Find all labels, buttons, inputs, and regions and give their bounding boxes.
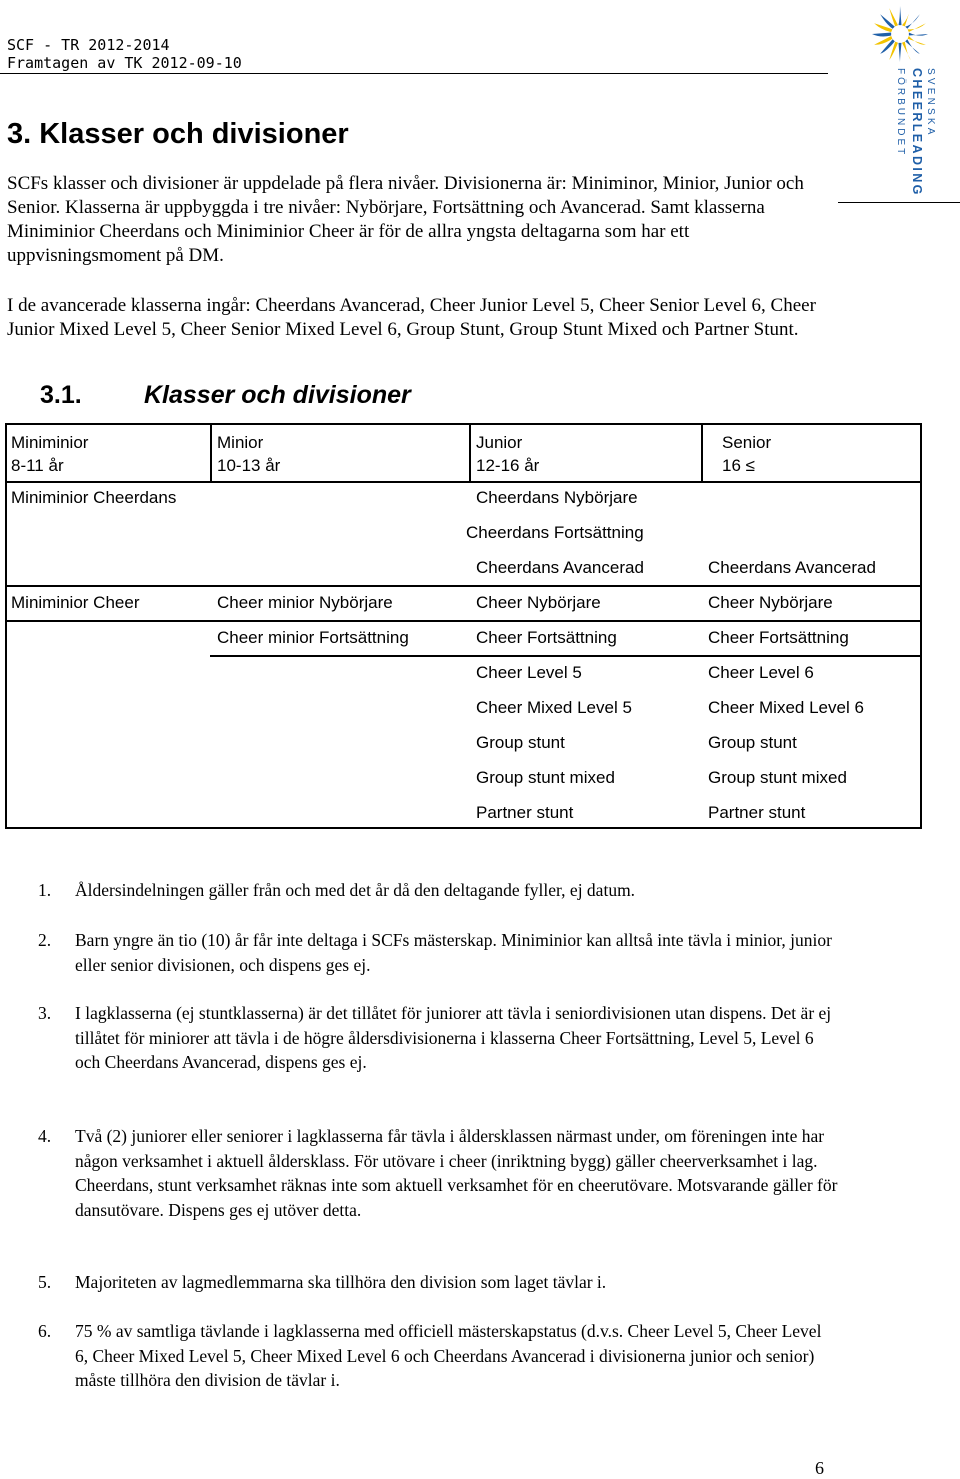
table-cell: Cheer Nybörjare: [476, 593, 601, 612]
table-cell: Cheer Fortsättning: [476, 628, 617, 647]
division-age: 8-11 år: [11, 456, 64, 475]
note-text: Barn yngre än tio (10) år får inte deltaga i SCFs mästerskap. Miniminior kan alltså inte tävla i minior, junior eller senior divisionen, och dispens ges ej.: [75, 930, 832, 975]
intro-paragraph-2: I de avancerade klasserna ingår: Cheerdans Avancerad, Cheer Junior Level 5, Cheer Senior Level 6, Cheer Junior Mixed Level 5, Cheer Senior Mixed Level 6, Group Stunt, Group Stunt Mixed och Partner Stunt.: [7, 295, 816, 340]
table-cell: Group stunt: [476, 733, 565, 752]
header-junior: [476, 431, 539, 477]
division-name: Miniminior: [11, 433, 89, 452]
table-cell: Cheerdans Nybörjare: [476, 488, 638, 507]
table-header-divider: [5, 481, 922, 483]
header-line-1: SCF - TR 2012-2014: [7, 36, 170, 54]
table-cell: Miniminior Cheer: [11, 593, 140, 612]
logo-ray: [905, 14, 920, 29]
logo-ray: [909, 32, 928, 35]
logo-line-3: FÖRBUNDET: [895, 68, 906, 158]
logo-line-1: SVENSKA: [925, 68, 936, 138]
note-item: [38, 878, 838, 903]
header-senior: [722, 431, 771, 477]
page-title: 3. Klasser och divisioner: [7, 118, 349, 150]
table-cell: Group stunt: [708, 733, 797, 752]
table-section-divider: [5, 585, 922, 587]
page-number: 6: [815, 1458, 824, 1478]
logo-line-2: CHEERLEADING: [910, 68, 924, 197]
note-number: 6.: [38, 1321, 52, 1341]
table-cell: Cheer Level 6: [708, 663, 814, 682]
note-item: [38, 1319, 838, 1393]
note-text: 75 % av samtliga tävlande i lagklasserna med officiell mästerskapstatus (d.v.s. Cheer Level 5, Cheer Level 6, Cheer Mixed Level 5, Cheer Mixed Level 6 och Cheerdans Avancerad i divisionerna junior och senior) måste tillhöra den division de tävlar i.: [75, 1321, 822, 1390]
table-column-divider: [469, 423, 471, 481]
note-text: Åldersindelningen gäller från och med det år då den deltagande fyller, ej datum.: [75, 880, 636, 900]
logo-ray: [898, 43, 901, 62]
logo-ray: [902, 8, 911, 26]
note-number: 3.: [38, 1003, 52, 1023]
header-rule: [0, 73, 828, 74]
division-name: Junior: [476, 433, 523, 452]
table-cell: Cheer Level 5: [476, 663, 582, 682]
table-cell: Cheer Nybörjare: [708, 593, 833, 612]
note-item: [38, 1001, 838, 1075]
intro-paragraph-1: SCFs klasser och divisioner är uppdelade på flera nivåer. Divisionerna är: Miniminor, Minior, Junior och Senior. Klasserna är uppbyggda i tre nivåer: Nybörjare, Fortsättning och Avancerad. Samt klasserna Miniminior Cheerdans och Miniminior Cheer är för de allra yngsta deltagarna som har ett uppvisningsmoment på DM.: [7, 173, 804, 266]
table-cell: Cheerdans Avancerad: [708, 558, 876, 577]
table-cell: Cheerdans Avancerad: [476, 558, 644, 577]
table-cell: Cheer Mixed Level 5: [476, 698, 632, 717]
note-item: [38, 1124, 838, 1222]
table-column-divider: [210, 423, 212, 481]
header-miniminior: [11, 431, 88, 477]
table-cell: Cheer minior Nybörjare: [217, 593, 393, 612]
logo-wordmark: [895, 68, 936, 197]
table-cell: Group stunt mixed: [476, 768, 615, 787]
note-number: 2.: [38, 930, 52, 950]
division-age: 16 ≤: [722, 456, 755, 475]
note-text: I lagklasserna (ej stuntklasserna) är det tillåtet för juniorer att tävla i seniordivisionen utan dispens. Det är ej tillåtet för miniorer att tävla i de högre åldersdivisionerna i klasserna Cheer Fortsättning, Level 5, Level 6 och Cheerdans Avancerad, dispens ges ej.: [75, 1003, 832, 1072]
note-number: 4.: [38, 1126, 52, 1146]
logo-ray: [908, 36, 926, 45]
cheerleading-federation-logo: [864, 0, 960, 200]
sunburst-icon: [872, 6, 928, 62]
document-header: [7, 36, 242, 72]
section-heading: [40, 381, 411, 410]
header-minior: [217, 431, 280, 477]
table-cell: Cheer Fortsättning: [708, 628, 849, 647]
note-item: [38, 928, 838, 977]
table-top-border: [5, 423, 922, 425]
logo-rule: [838, 202, 960, 203]
logo-ray: [898, 6, 901, 25]
logo-ray: [872, 32, 891, 36]
table-column-divider: [701, 423, 703, 481]
table-row-divider: [210, 655, 922, 657]
division-name: Senior: [722, 433, 772, 452]
table-cell: Cheerdans Fortsättning: [466, 523, 644, 542]
note-number: 5.: [38, 1272, 52, 1292]
note-text: Majoriteten av lagmedlemmarna ska tillhöra den division som laget tävlar i.: [75, 1272, 607, 1292]
table-row-divider: [5, 620, 922, 622]
note-item: [38, 1270, 838, 1295]
logo-ray: [905, 39, 920, 54]
note-number: 1.: [38, 880, 52, 900]
table-cell: Partner stunt: [476, 803, 574, 822]
division-name: Minior: [217, 433, 264, 452]
table-cell: Group stunt mixed: [708, 768, 847, 787]
table-cell: Cheer minior Fortsättning: [217, 628, 409, 647]
section-number: 3.1.: [40, 381, 82, 409]
table-cell: Miniminior Cheerdans: [11, 488, 177, 507]
division-age: 10-13 år: [217, 456, 281, 475]
note-text: Två (2) juniorer eller seniorer i lagklasserna får tävla i åldersklassen närmast under, om föreningen inte har någon verksamhet i aktuell åldersklass. För utövare i cheer (inriktning bygg) gäller cheerverksamhet i lag. Cheerdans, stunt verksamhet räknas inte som aktuell verksamhet för en cheerutövare. Motsvarande gäller för dansutövare. Dispens ges ej utöver detta.: [75, 1126, 838, 1220]
header-line-2: Framtagen av TK 2012-09-10: [7, 54, 242, 72]
table-cell: Partner stunt: [708, 803, 806, 822]
division-age: 12-16 år: [476, 456, 540, 475]
table-cell: Cheer Mixed Level 6: [708, 698, 864, 717]
section-title: Klasser och divisioner: [144, 381, 411, 409]
